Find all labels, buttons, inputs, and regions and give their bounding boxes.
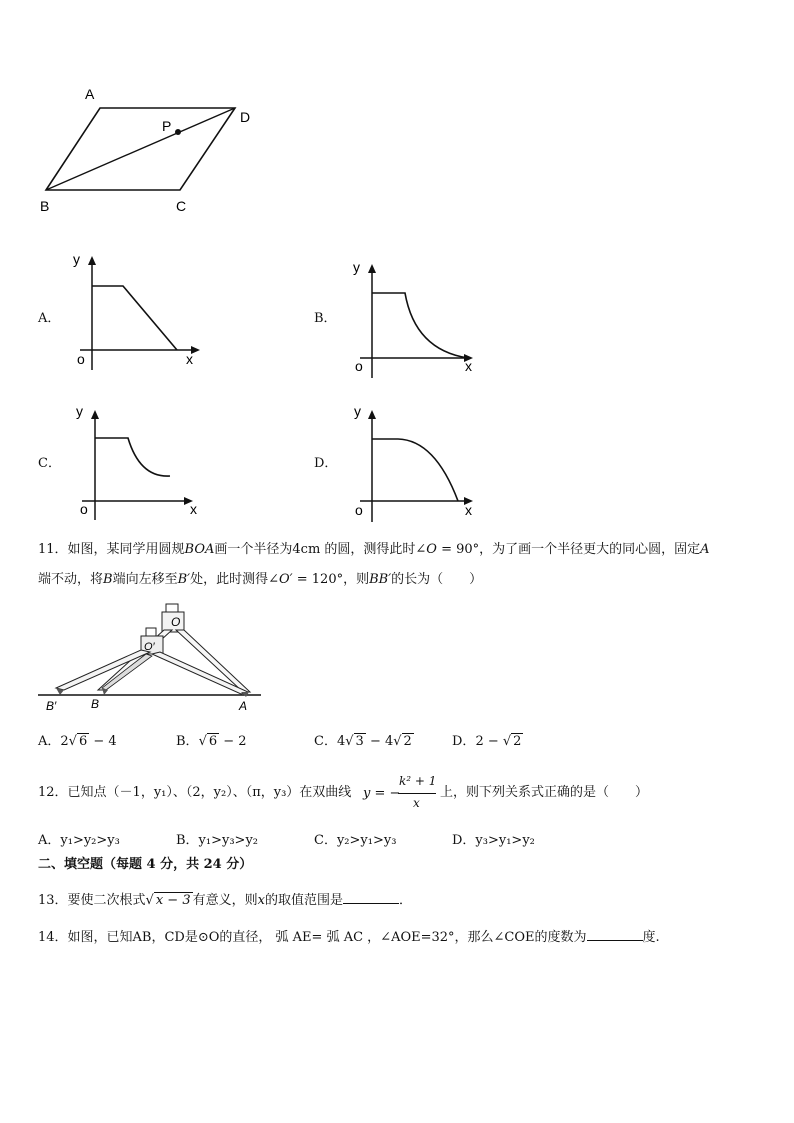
x-label: x — [465, 502, 472, 518]
q11-line1: 11．如图，某同学用圆规BOA画一个半径为4cm 的圆，测得此时∠O = 90°，为了画一个半径更大的同心圆，固定A — [38, 542, 710, 557]
q11-option-a: A．2√ 6 − 4 — [38, 734, 117, 749]
graph-d — [350, 400, 490, 525]
graph-b — [350, 258, 490, 383]
graph-d-curve — [372, 439, 458, 501]
option-b-label: B． — [314, 311, 337, 326]
graph-a — [70, 250, 210, 375]
graph-c-curve — [95, 438, 170, 476]
q12-option-c: C．y₂>y₁>y₃ — [314, 833, 397, 848]
x-label: x — [190, 501, 197, 517]
origin-label: o — [355, 358, 363, 374]
parallelogram-figure — [30, 80, 270, 220]
q13-text: 13．要使二次根式√ x − 3 有意义，则x的取值范围是 ． — [38, 889, 412, 910]
compass-figure — [36, 600, 266, 715]
point-p — [175, 129, 181, 135]
label-o: O — [171, 615, 181, 629]
q12-text-tail: 上，则下列关系式正确的是（ ） — [440, 785, 649, 800]
y-label: y — [354, 403, 361, 419]
fraction-bar — [398, 793, 436, 794]
y-arrow-icon — [368, 264, 376, 273]
label-c: C — [176, 198, 187, 214]
x-label: x — [465, 358, 472, 374]
option-c-label: C． — [38, 456, 61, 471]
y-label: y — [353, 259, 360, 275]
y-label: y — [73, 251, 80, 267]
x-label: x — [186, 351, 193, 367]
option-a-label: A． — [38, 311, 61, 326]
label-b: B — [91, 697, 100, 711]
q12-text: 12．已知点（－1，y₁）、（2，y₂）、（π，y₃）在双曲线 — [38, 785, 352, 800]
label-o-prime: O′ — [144, 641, 155, 653]
graph-c — [70, 400, 210, 525]
label-b-prime: B′ — [46, 699, 57, 713]
label-b: B — [40, 198, 50, 214]
q11-option-c: C．4√ 3 − 4√ 2 — [314, 734, 412, 749]
q14-text: 14．如图，已知AB，CD是⊙O的直径， 弧 AE= 弧 AC ，∠AOE=32°，那么∠COE的度数为 度. — [38, 926, 660, 947]
q11-line2: 端不动，将B端向左移至B′处，此时测得∠O′ = 120°，则BB′的长为（ ） — [38, 572, 483, 587]
y-arrow-icon — [368, 410, 376, 419]
q11-option-d: D．2 − √ 2 — [452, 734, 522, 749]
y-arrow-icon — [91, 410, 99, 419]
q12-equation: y = − k² + 1 x — [363, 774, 437, 810]
origin-label: o — [80, 501, 88, 517]
q14-answer-blank[interactable] — [587, 926, 643, 941]
origin-label: o — [77, 351, 85, 367]
label-a: A — [239, 699, 248, 713]
y-label: y — [76, 403, 83, 419]
label-d: D — [240, 109, 251, 125]
origin-label: o — [355, 502, 363, 518]
q11-option-b: B．√ 6 − 2 — [176, 734, 247, 749]
label-a: A — [85, 86, 95, 102]
q13-answer-blank[interactable] — [343, 889, 399, 904]
option-d-label: D． — [314, 456, 338, 471]
q12-option-d: D．y₃>y₁>y₂ — [452, 833, 535, 848]
graph-a-curve — [92, 286, 177, 350]
q12-option-b: B．y₁>y₃>y₂ — [176, 833, 259, 848]
section-heading: 二、填空题（每题 4 分，共 24 分） — [38, 857, 253, 872]
y-arrow-icon — [88, 256, 96, 265]
graph-b-curve — [372, 293, 468, 358]
label-p: P — [162, 118, 172, 134]
q12-option-a: A．y₁>y₂>y₃ — [38, 833, 120, 848]
